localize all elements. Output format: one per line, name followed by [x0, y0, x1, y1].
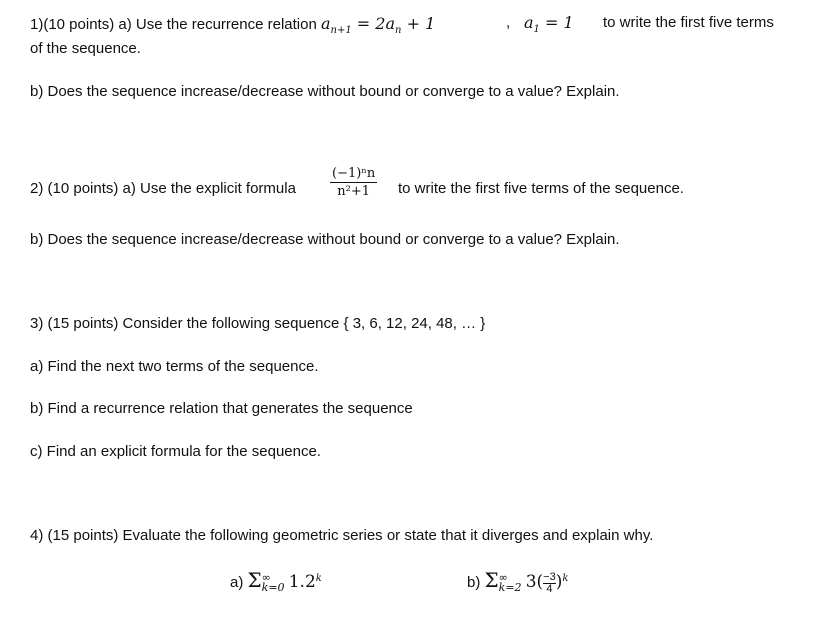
- q1-intro: 1)(10 points) a) Use the recurrence relation: [30, 16, 317, 33]
- q1-initial-condition: $a_1 = 1$: [524, 13, 574, 36]
- q1-relation: $a_{n+1} = 2a_n + 1$: [320, 14, 436, 37]
- q4-a-term: 1.2: [288, 572, 316, 592]
- q2-part-b: b) Does the sequence increase/decrease without bound or converge to a value? Explain.: [30, 231, 620, 248]
- q1-line2: of the sequence.: [30, 40, 141, 57]
- q4-intro: 4) (15 points) Evaluate the following geometric series or state that it diverges and explain why.: [30, 527, 654, 544]
- q2-formula-fraction: [330, 166, 377, 199]
- q4-series-b: [467, 568, 568, 595]
- q1-part-b: b) Does the sequence increase/decrease without bound or converge to a value? Explain.: [30, 83, 620, 100]
- q1-comma: ,: [506, 14, 511, 31]
- q4-b-ratio: $\frac{-3}{4}$: [543, 570, 556, 595]
- q4-b-label: b): [467, 574, 481, 591]
- sigma-symbol: Σ: [484, 568, 499, 592]
- q2-numerator: (−1)ⁿn: [332, 166, 376, 181]
- q4-a-limits: ∞ k=0: [261, 571, 285, 595]
- q4-series-a: [230, 568, 322, 593]
- q3-part-c: c) Find an explicit formula for the sequence.: [30, 443, 321, 460]
- q3-part-a: a) Find the next two terms of the sequence.: [30, 358, 319, 375]
- q4-a-exponent: k: [315, 573, 322, 584]
- sigma-symbol: Σ: [247, 568, 262, 592]
- q1-tail: to write the first five terms: [603, 14, 774, 31]
- q2-denominator: n²+1: [337, 184, 371, 199]
- q4-b-close-paren: ): [555, 572, 563, 592]
- q3-intro: 3) (15 points) Consider the following sequence { 3, 6, 12, 24, 48, … }: [30, 315, 486, 332]
- q2-intro: 2) (10 points) a) Use the explicit formula: [30, 180, 296, 197]
- q4-b-coefficient: 3(: [525, 572, 544, 592]
- q4-a-label: a): [230, 574, 244, 591]
- q2-tail: to write the first five terms of the sequence.: [398, 180, 684, 197]
- q4-b-exponent: k: [562, 573, 569, 584]
- q1-line1: [30, 14, 435, 36]
- q4-b-limits: ∞ k=2: [498, 571, 522, 595]
- q3-part-b: b) Find a recurrence relation that generates the sequence: [30, 400, 413, 417]
